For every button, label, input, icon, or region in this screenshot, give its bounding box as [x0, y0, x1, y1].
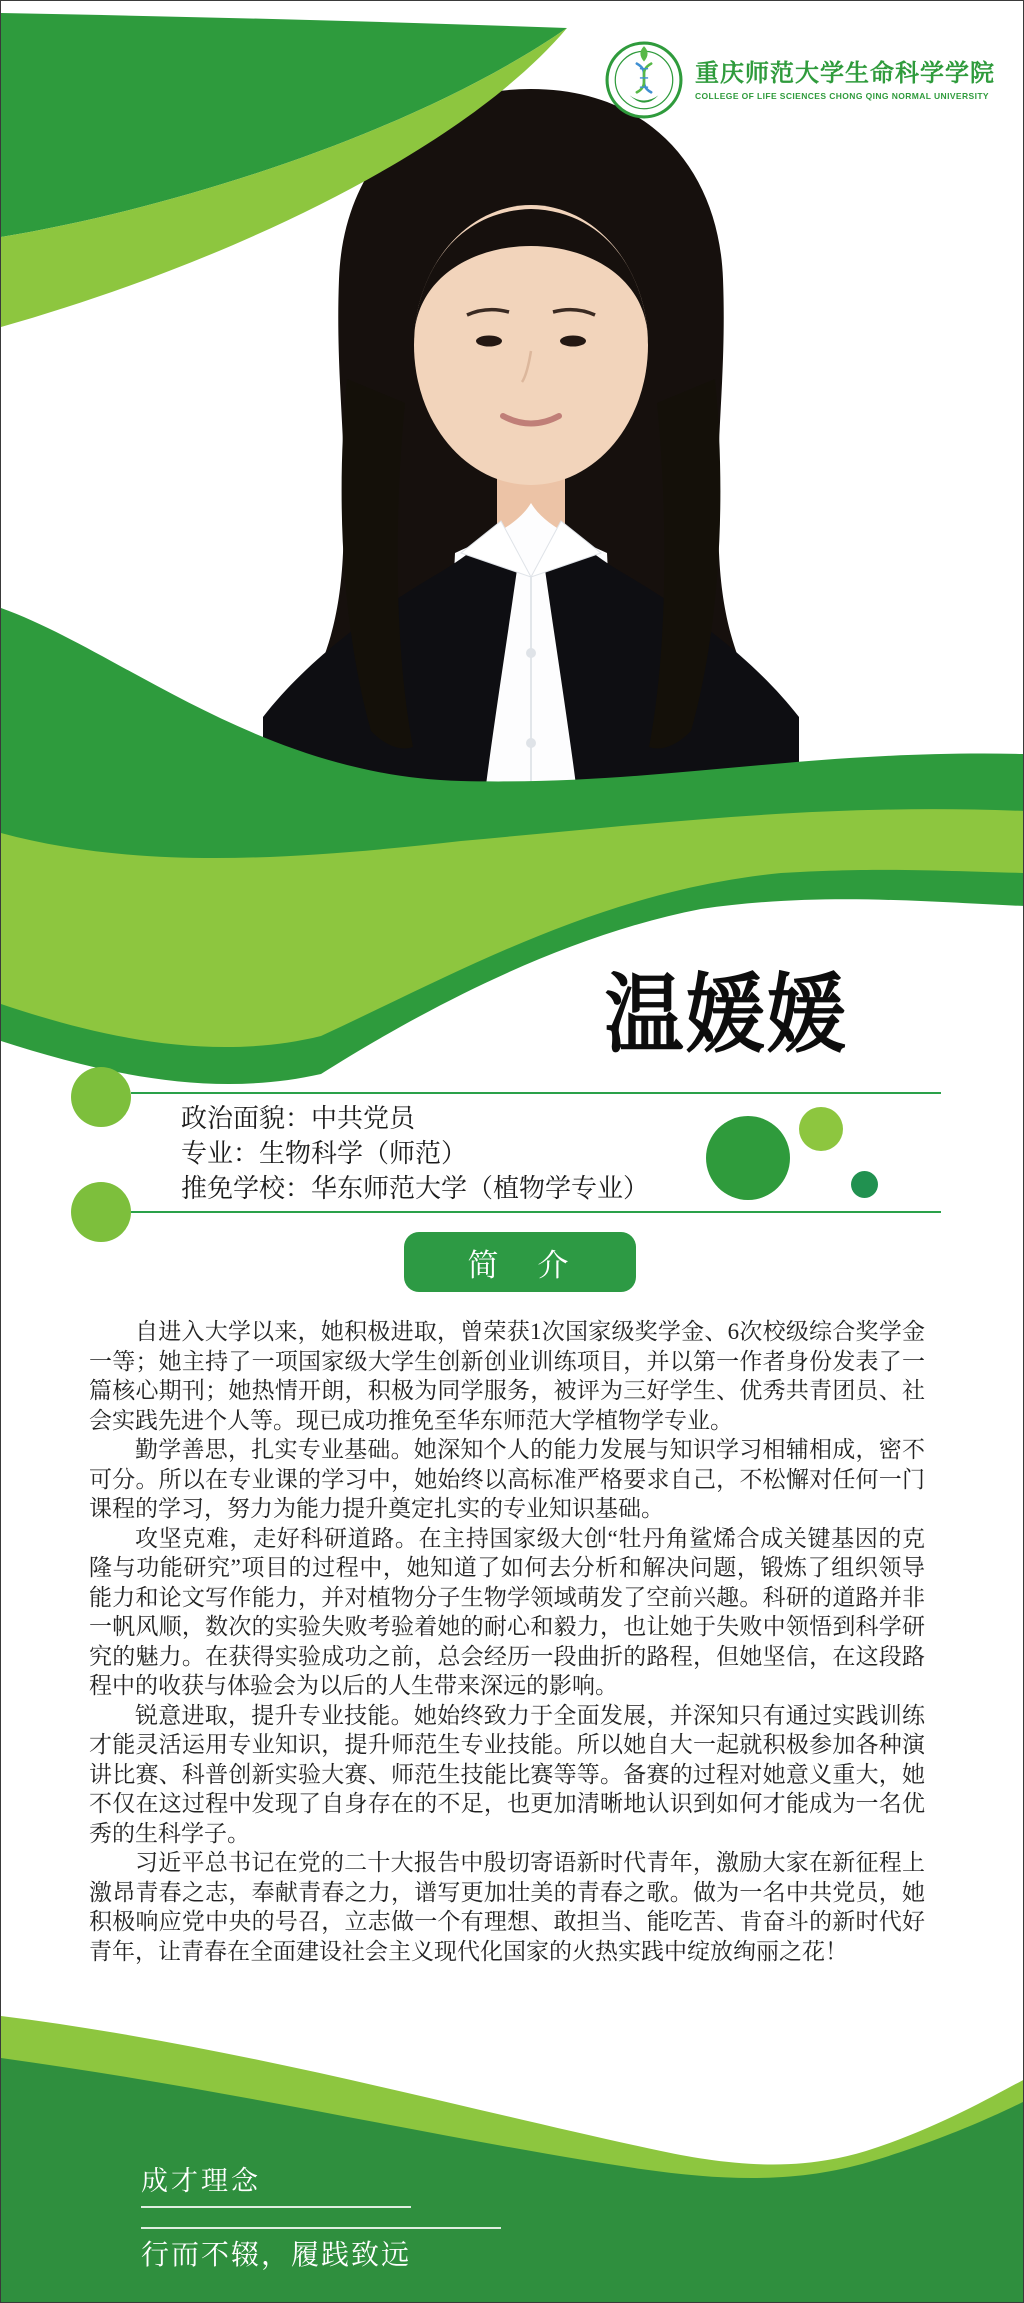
- college-logo-emblem-icon: [605, 41, 683, 119]
- motto-line-2: [141, 2227, 501, 2229]
- motto-title: 成才理念: [141, 2166, 261, 2196]
- college-name-en: COLLEGE OF LIFE SCIENCES CHONG QING NORMAL UNIVERSITY: [695, 91, 990, 101]
- bio-paragraph: 锐意进取，提升专业技能。她始终致力于全面发展，并深知只有通过实践训练才能灵活运用专业知识，提升师范生专业技能。所以她自大一起就积极参加各种演讲比赛、科普创新实验大赛、师范生技能比赛等等。备赛的过程对她意义重大，她不仅在这过程中发现了自身存在的不足，也更加清晰地认识到如何才能成为一名优秀的生科学子。: [89, 1702, 925, 1846]
- section-title: 简 介: [467, 1247, 573, 1283]
- bio-paragraph: 习近平总书记在党的二十大报告中殷切寄语新时代青年，激励大家在新征程上激昂青春之志，奉献青春之力，谱写更加壮美的青春之歌。做为一名中共党员，她积极响应党中央的号召，立志做一个有理想、敢担当、能吃苦、肯奋斗的新时代好青年，让青春在全面建设社会主义现代化国家的火热实践中绽放绚丽之花！: [89, 1850, 925, 1964]
- bio-text: [89, 1317, 925, 1966]
- decor-circle-right-medium: [799, 1107, 843, 1151]
- college-logo: [605, 41, 995, 119]
- info-block: [181, 1101, 649, 1206]
- motto-line-1: [141, 2206, 411, 2208]
- motto-text: 行而不辍，履践致远: [141, 2240, 412, 2271]
- info-major: 专业：生物科学（师范）: [181, 1139, 468, 1168]
- section-title-pill: [404, 1232, 636, 1292]
- decor-circle-left-top: [71, 1067, 131, 1127]
- bio-paragraph: 攻坚克难，走好科研道路。在主持国家级大创“牡丹角鲨烯合成关键基因的克隆与功能研究”项目的过程中，她知道了如何去分析和解决问题，锻炼了组织领导能力和论文写作能力，并对植物分子生物学领域萌发了空前兴趣。科研的道路并非一帆风顺，数次的实验失败考验着她的耐心和毅力，也让她于失败中领悟到科学研究的魅力。在获得实验成功之前，总会经历一段曲折的路程，但她坚信，在这段路程中的收获与体验会为以后的人生带来深远的影响。: [89, 1525, 925, 1698]
- decor-circle-right-large: [706, 1116, 790, 1200]
- divider-line-top: [131, 1092, 941, 1094]
- info-admitted-school: 推免学校：华东师范大学（植物学专业）: [181, 1174, 650, 1203]
- bio-paragraph: 勤学善思，扎实专业基础。她深知个人的能力发展与知识学习相辅相成，密不可分。所以在专业课的学习中，她始终以高标准严格要求自己，不松懈对任何一门课程的学习，努力为能力提升奠定扎实的专业知识基础。: [89, 1437, 925, 1521]
- student-name: 温媛媛: [604, 964, 848, 1065]
- divider-line-bottom: [131, 1211, 941, 1213]
- decor-circle-left-bottom: [71, 1182, 131, 1242]
- decor-circle-right-small: [851, 1171, 878, 1198]
- info-political-status: 政治面貌：中共党员: [181, 1104, 416, 1133]
- bio-paragraph: 自进入大学以来，她积极进取，曾荣获1次国家级奖学金、6次校级综合奖学金一等；她主持了一项国家级大学生创新创业训练项目，并以第一作者身份发表了一篇核心期刊；她热情开朗，积极为同学服务，被评为三好学生、优秀共青团员、社会实践先进个人等。现已成功推免至华东师范大学植物学专业。: [89, 1319, 925, 1433]
- college-name-cn: 重庆师范大学生命科学学院: [695, 61, 995, 87]
